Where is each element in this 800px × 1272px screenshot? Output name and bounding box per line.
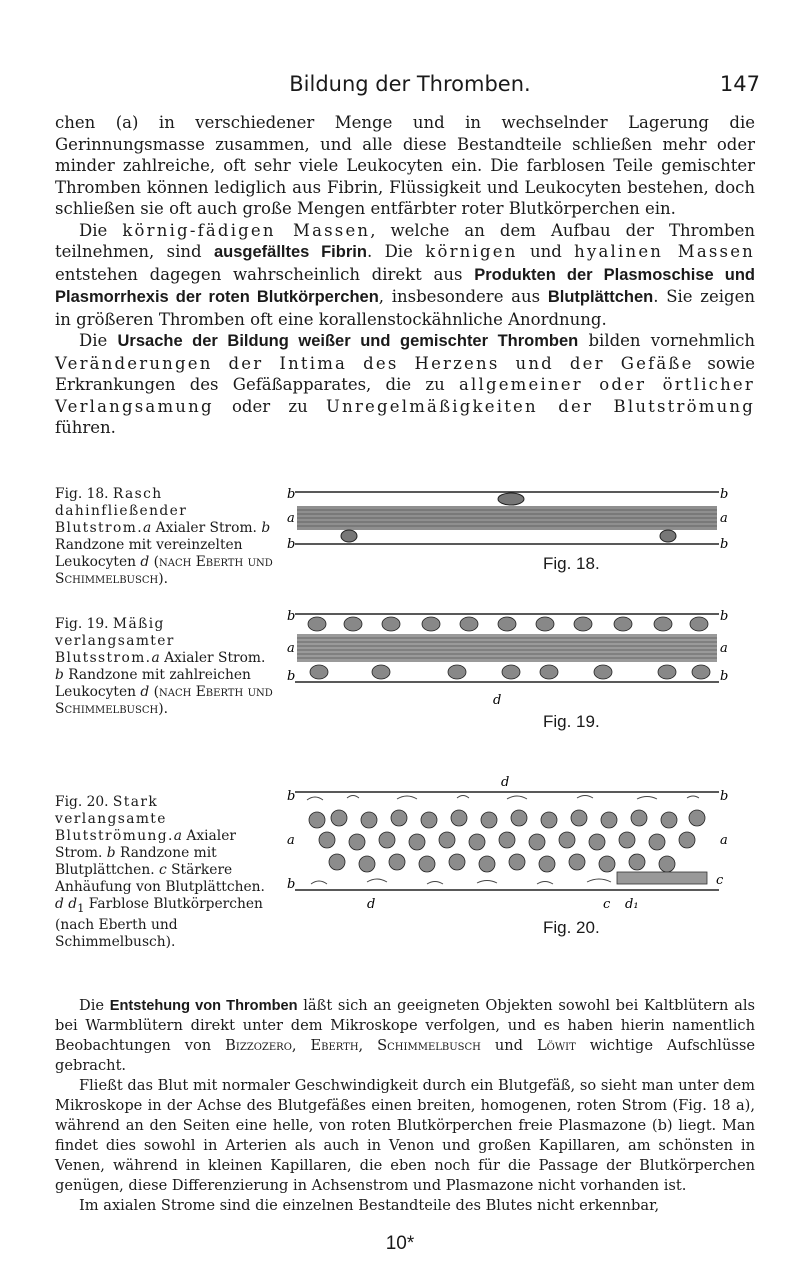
running-title: Bildung der Thromben. [289,72,531,96]
text-run: und [517,242,575,261]
label-b: b [720,669,729,684]
fig19-caption [55,616,275,718]
caption-text: Axialer Strom. [151,520,262,536]
text-run: . Sie zeigen in größeren Thromben oft eine korallenstockähnliche Anordnung. [55,287,755,329]
caption-text: Randzone mit Blutplättchen. [55,845,217,878]
label-b: b [287,609,296,624]
label-a: a [720,641,728,656]
label-b: b [287,669,296,684]
bold-term: Blutplättchen [547,288,654,306]
signature-mark: 10* [385,1233,415,1254]
label-d: d [493,693,502,708]
upper-body-text [55,112,755,439]
author-name: Löwit [536,1037,576,1054]
text-run: läßt sich an geeigneten Objekten sowohl bei Kaltblütern als bei Warmblütern direkt unter dem Mikroskope verfolgen, und es haben hierin namentlich Beobachtungen von [55,997,755,1054]
text-run: Die [79,220,123,240]
caption-letter: a [142,520,152,536]
caption-reference: (nach Eberth und Schimmelbusch). [55,554,273,587]
caption-letter: d [140,684,150,700]
figure-19 [55,609,755,734]
caption-text: Farblose Blutkörperchen (nach Eberth und Schimmelbusch). [55,896,263,950]
lower-paragraph-3: Im axialen Strome sind die einzelnen Bestandteile des Blutes nicht erkennbar, [79,1197,660,1214]
caption-title: Mäßig verlangsamter Blutsstrom. [55,616,175,666]
author-names: Bizzozero, Eberth, Schimmelbusch [225,1037,481,1054]
label-b: b [287,537,296,552]
fig20-label: Fig. 20. [543,918,600,937]
text-run: bilden vornehmlich [578,331,756,350]
label-b: b [287,487,296,502]
caption-letter: b [55,667,64,683]
running-header [60,70,760,100]
bold-term: Entstehung von Thromben [109,998,298,1014]
lower-paragraph-1 [55,996,755,1076]
caption-letter: a [151,650,160,666]
label-a: a [287,511,295,526]
bold-term: Ursache der Bildung weißer und gemischter Thromben [117,332,579,350]
caption-text: Randzone mit zahlreichen Leukocyten [55,667,251,700]
text-run: führen. [55,418,116,437]
caption-title: Rasch dahinfließender Blutstrom. [55,486,188,536]
text-run: , welche an dem Aufbau der Thromben teilnehmen, sind [55,220,755,261]
label-a: a [287,641,295,656]
bold-term: Produkten der Plasmoschise und Plasmorrhexis der roten Blutkörperchen [55,265,755,306]
text-run: Die [79,331,118,350]
label-a: a [720,833,728,848]
fig19-label: Fig. 19. [543,712,600,731]
text-run: entstehen dagegen wahrscheinlich direkt aus [55,264,475,284]
caption-letter: d [140,554,150,570]
lower-paragraph-2: Fließt das Blut mit normaler Geschwindigkeit durch ein Blutgefäß, so sieht man unter dem Mikroskope in der Achse des Blutgefäßes einen breiten, homogenen, roten Strom (Fig. 18 a), während an den Seiten eine helle, von roten Blutkörperchen freie Plasmazone (b) liegt. Man findet dies sowohl in Arterien als auch in Venon und großen Kapillaren, am schönsten in Venen, während in kleinen Kapillaren, die eben noch für die Passage der Blutkörperchen genügen, diese Differenzierung in Achsenstrom und Plasmazone nicht vorhanden ist. [55,1077,755,1194]
text-run: und [480,1037,537,1054]
paragraph-3 [55,330,755,439]
label-b: b [287,877,296,892]
caption-letter: a [173,828,183,844]
spaced-term: körnig-fädigen Massen [122,220,371,240]
caption-text: Stärkere Anhäufung von Blutplättchen. [55,862,265,895]
spaced-term: Veränderungen der Intima des Herzens und der Gefäße [55,353,694,373]
label-b: b [720,789,729,804]
fig18-label: Fig. 18. [543,554,600,573]
caption-text: Randzone mit vereinzelten Leukocyten [55,537,243,570]
fig18-caption [55,486,275,588]
paragraph-1: chen (a) in verschiedener Menge und in wechselnder Lagerung die Gerinnungsmasse zusammen, und alle diese Bestandteile schließen mehr oder minder zahlreiche, oft sehr viele Leukocyten ein. Die farblosen Teile gemischter Thromben können lediglich aus Fibrin, Flüssigkeit und Leukocyten bestehen, doch schließen sie oft auch große Mengen entfärbter roter Blutkörperchen ein. [55,113,755,218]
label-c: c [716,873,724,888]
text-run: Die [79,997,110,1014]
figure-18 [55,486,755,587]
caption-letter: d d [55,896,78,912]
paragraph-2 [55,220,755,331]
label-a: a [720,511,728,526]
fig20-caption [55,794,275,951]
caption-lead: Fig. 19. [55,616,113,632]
lower-body-text [55,996,755,1216]
text-run: oder zu [213,396,327,416]
spaced-term: Unregelmäßigkeiten der Blutströmung [326,396,755,416]
text-run: , insbesondere aus [378,287,548,306]
caption-lead: Fig. 18. [55,486,113,502]
caption-text: Axialer Strom. [55,828,236,861]
fig18-illustration [287,486,727,552]
label-b: b [720,609,729,624]
label-b: b [720,487,729,502]
caption-letter: c [158,862,167,878]
fig19-illustration [287,610,727,708]
caption-subscript: 1 [77,900,85,915]
text-run: sowie Erkrankungen des Gefäßapparates, die zu [55,353,755,394]
caption-lead: Fig. 20. [55,794,113,810]
label-d: d [367,897,376,912]
label-c: c [603,897,611,912]
label-b: b [720,537,729,552]
figure-20 [55,775,755,974]
page-number: 147 [719,72,760,96]
spaced-term: hyalinen Massen [574,242,755,261]
spaced-term: allgemeiner oder örtlicher Verlangsamung [55,375,755,416]
caption-letter: b [261,520,271,536]
caption-reference: (nach Eberth und Schimmelbusch). [55,684,273,717]
text-run: . Die [366,242,426,261]
caption-title: Stark verlangsamte Blutströmung. [55,794,174,844]
bold-term: ausgefälltes Fibrin [213,243,367,261]
fig20-illustration [287,772,727,916]
caption-letter: b [106,845,116,861]
caption-text: Axialer Strom. [159,650,266,666]
text-run: wichtige Aufschlüsse gebracht. [55,1037,755,1074]
label-d: d [501,775,510,790]
label-b: b [287,789,296,804]
label-d1: d₁ [625,897,639,912]
label-a: a [287,833,295,848]
spaced-term: körnigen [425,242,518,261]
